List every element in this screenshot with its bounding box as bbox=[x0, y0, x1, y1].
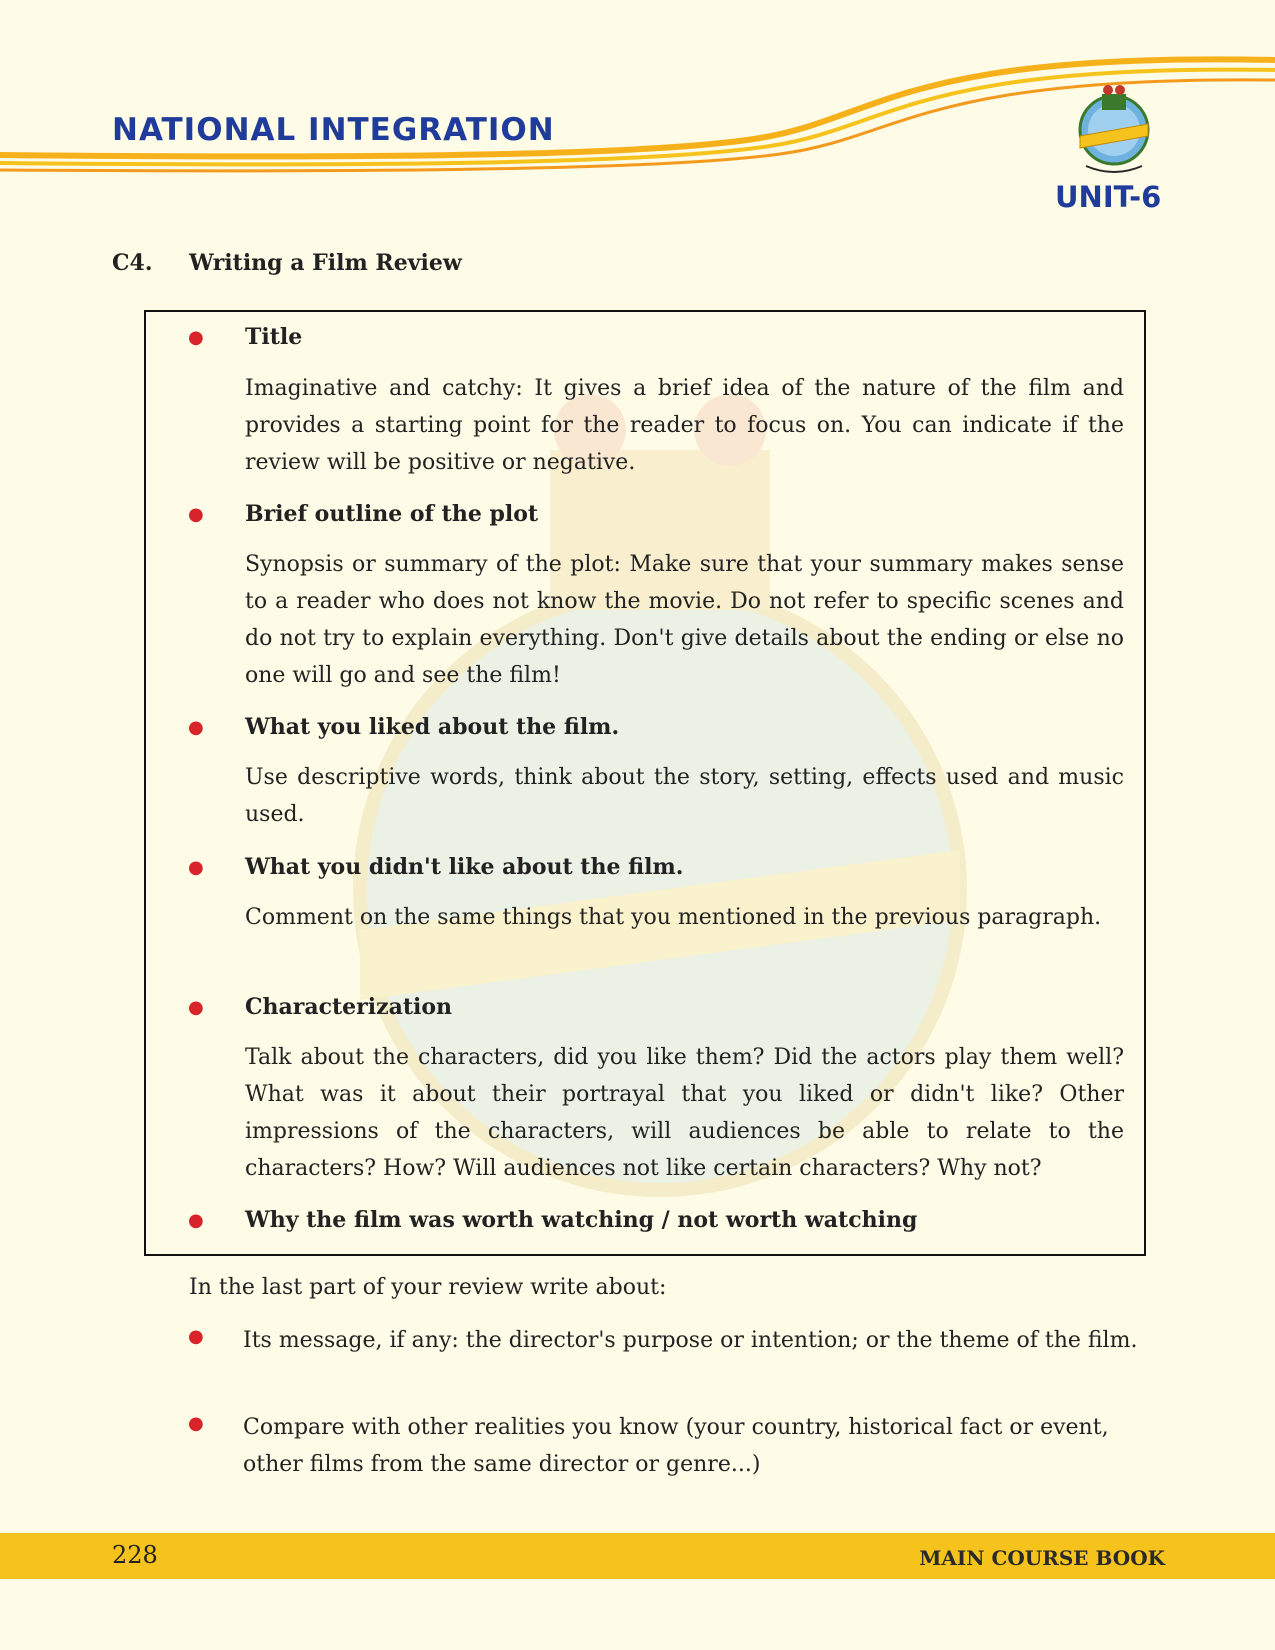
item-heading-title: Title bbox=[245, 324, 303, 350]
bullet-icon: ● bbox=[188, 1326, 204, 1347]
section-heading bbox=[112, 250, 462, 276]
item-text-outline: Synopsis or summary of the plot: Make sure that your summary makes sense to a reader who does not know the movie. Do not refer to specific scenes and do not try to explain everything. Don't give details about the ending or else no one will go and see the film! bbox=[245, 552, 1124, 688]
bullet-icon: ● bbox=[188, 717, 204, 738]
last-part-intro: In the last part of your review write about: bbox=[189, 1275, 667, 1300]
unit-title: NATIONAL INTEGRATION bbox=[112, 112, 555, 148]
bullet-icon: ● bbox=[188, 857, 204, 878]
bullet-icon: ● bbox=[188, 1210, 204, 1231]
item-heading-worth-watching: Why the film was worth watching / not worth watching bbox=[245, 1207, 918, 1233]
unit-number-label: UNIT-6 bbox=[1055, 180, 1162, 214]
item-text-title: Imaginative and catchy: It gives a brief idea of the nature of the film and provides a starting point for the reader to focus on. You can indicate if the review will be positive or negative. bbox=[245, 376, 1124, 475]
item-heading-outline: Brief outline of the plot bbox=[245, 501, 539, 527]
bullet-icon: ● bbox=[188, 327, 204, 348]
page-number: 228 bbox=[112, 1541, 158, 1569]
bullet-icon: ● bbox=[188, 504, 204, 525]
item-heading-characterization: Characterization bbox=[245, 994, 453, 1020]
book-name: MAIN COURSE BOOK bbox=[919, 1546, 1165, 1570]
section-title: Writing a Film Review bbox=[189, 250, 462, 276]
item-text-disliked: Comment on the same things that you mentioned in the previous paragraph. bbox=[245, 905, 1102, 930]
item-heading-liked: What you liked about the film. bbox=[245, 714, 620, 740]
item-text-liked: Use descriptive words, think about the story, setting, effects used and music used. bbox=[245, 765, 1124, 827]
last-part-point: Compare with other realities you know (your country, historical fact or event, other films from the same director or genre...) bbox=[243, 1415, 1109, 1477]
last-part-point: Its message, if any: the director's purpose or intention; or the theme of the film. bbox=[243, 1328, 1138, 1353]
school-logo-emblem bbox=[1068, 78, 1160, 180]
section-number: C4. bbox=[112, 250, 153, 276]
bullet-icon: ● bbox=[188, 1413, 204, 1434]
bullet-icon: ● bbox=[188, 997, 204, 1018]
item-text-characterization: Talk about the characters, did you like them? Did the actors play them well? What was it about their portrayal that you liked or didn't like? Other impressions of the characters, will audiences be able to relate to the characters? How? Will audiences not like certain characters? Why not? bbox=[245, 1045, 1124, 1181]
item-heading-disliked: What you didn't like about the film. bbox=[245, 854, 684, 880]
